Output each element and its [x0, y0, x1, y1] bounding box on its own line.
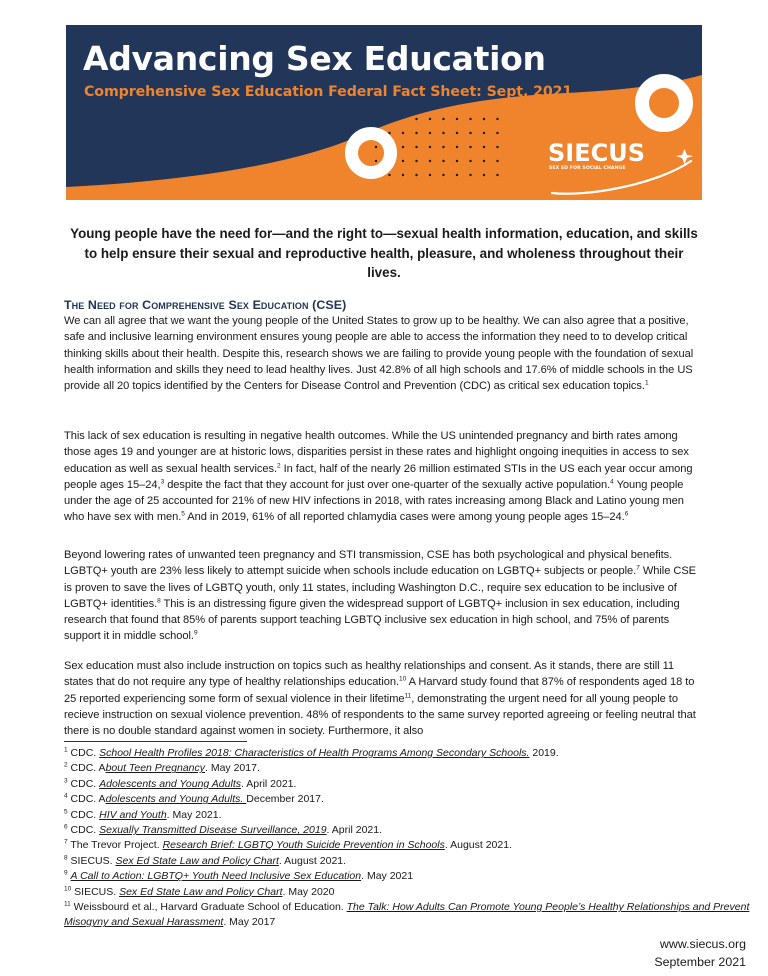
banner-dot [469, 132, 471, 134]
header-banner [66, 25, 702, 200]
banner-dot [469, 118, 471, 120]
footnote-link[interactable]: HIV and Youth [99, 808, 167, 821]
footnote-list [64, 746, 754, 931]
banner-dot [442, 132, 444, 134]
footnote-item: $^2$ CDC. About Teen Pregnancy. May 2017. [64, 761, 260, 775]
footnote-item: $^7$ The Trevor Project. Research Brief: LGBTQ Youth Suicide Prevention in Schools. August 2021. [64, 838, 512, 852]
body-paragraph: Beyond lowering rates of unwanted teen pregnancy and STI transmission, CSE has both psychological and physical benefits. LGBTQ+ youth are 23% less likely to attempt suicide when schools include education on LGBTQ+ subjects or people.$^7$ While CSE is proven to save the lives of LGBTQ youth, only 11 states, including Washington D.C., require sex education to be inclusive of LGBTQ+ identities.$^8$ This is an distressing figure given the widespread support of LGBTQ+ inclusion in sex education, including research that found that 85% of parents support teaching LGBTQ inclusive sex education in high school, and 75% of parents support it in middle school.$^9$ [64, 549, 697, 643]
footnote-link[interactable]: The Talk: How Adults Can Promote Young People’s Healthy Relationships and Prevent Misogyny and Sexual Harassment [64, 901, 750, 929]
banner-dot [402, 132, 404, 134]
banner-title: Advancing Sex Education [83, 39, 546, 78]
footnote-link[interactable]: Sex Ed State Law and Policy Chart [119, 885, 283, 898]
banner-dot [402, 160, 404, 162]
footnote-number: 11 [64, 900, 71, 908]
banner-dot [496, 146, 498, 148]
siecus-logo [546, 139, 696, 199]
banner-dot [456, 160, 458, 162]
footnote-link[interactable]: bout Teen Pregnancy [105, 762, 205, 775]
footnote-marker[interactable]: 6 [624, 510, 629, 518]
banner-dot [456, 132, 458, 134]
banner-dot [402, 174, 404, 176]
footnote-item: $^4$ CDC. Adolescents and Young Adults. December 2017. [64, 792, 324, 806]
footnote-marker[interactable]: 1 [644, 379, 649, 387]
banner-dot [415, 118, 417, 120]
banner-dot [483, 118, 485, 120]
footnote-number: 1 [64, 746, 68, 754]
banner-dot [456, 174, 458, 176]
footnote-separator [64, 741, 247, 742]
banner-dot [483, 160, 485, 162]
footnote-item: $^{10}$ SIECUS. Sex Ed State Law and Policy Chart. May 2020 [64, 885, 335, 898]
banner-dot [375, 146, 377, 148]
banner-dot [442, 118, 444, 120]
footnote-number: 3 [64, 777, 68, 785]
footnote-number: 2 [64, 761, 68, 769]
footnote-link[interactable]: Sex Ed State Law and Policy Chart [115, 854, 279, 867]
footnote-link[interactable]: dolescents and Young Adults. [105, 793, 247, 806]
banner-dot [415, 174, 417, 176]
footnote-item: $^9$ A Call to Action: LGBTQ+ Youth Need Inclusive Sex Education. May 2021 [64, 869, 414, 883]
banner-dot [415, 146, 417, 148]
footnote-link[interactable]: Research Brief: LGBTQ Youth Suicide Prevention in Schools [162, 839, 445, 852]
footnote-item: $^6$ CDC. Sexually Transmitted Disease Surveillance, 2019. April 2021. [64, 823, 382, 837]
banner-dot [429, 146, 431, 148]
logo-wordmark: SIECUS [548, 139, 645, 167]
footnote-item: $^8$ SIECUS. Sex Ed State Law and Policy Chart. August 2021. [64, 854, 347, 867]
banner-dot [442, 174, 444, 176]
footnote-item: $^3$ CDC. Adolescents and Young Adults. April 2021. [64, 777, 297, 790]
body-paragraph: Sex education must also include instruction on topics such as healthy relationships and consent. As it stands, there are still 11 states that do not require any type of healthy relationships education.$^{10}$ A Harvard study found that 87% of respondents aged 18 to 25 reported experiencing some form of sexual violence in their lifetime$^{11}$, demonstrating the urgent need for all young people to recieve instruction on sexual violence prevention. 48% of respondents to the same survey reported agreeing or feeling neutral that there is no double standard against women in society. Furthermore, it also [64, 660, 696, 738]
banner-dot [429, 132, 431, 134]
body-paragraph: We can all agree that we want the young people of the United States to grow up to be healthy. We can also agree that a positive, safe and inclusive learning environment ensures young people are able to access the information they need to to develop critical thinking skills about their health. Despite this, research shows we are failing to provide young people with the foundation of sexual health information and skills they need to lead healthy lives. Just 42.8% of all high schools and 17.6% of middle schools in the US provide all 20 topics identified by the Centers for Disease Control and Prevention (CDC) as critical sex education topics.$^1$ [64, 315, 694, 393]
footnote-marker[interactable]: 8 [157, 597, 161, 605]
banner-dot [469, 146, 471, 148]
footnote-marker[interactable]: 5 [181, 510, 185, 518]
footnote-link[interactable]: A Call to Action: LGBTQ+ Youth Need Inclusive Sex Education [70, 870, 362, 883]
footnote-link[interactable]: Adolescents and Young Adults [99, 777, 241, 790]
footnote-marker[interactable]: 4 [610, 478, 614, 486]
footnote-number: 7 [64, 838, 68, 846]
logo-tagline: SEX ED FOR SOCIAL CHANGE [549, 166, 626, 171]
footnote-marker[interactable]: 2 [277, 461, 281, 469]
intro-statement: Young people have the need for—and the right to—sexual health information, education, and skills to help ensure their sexual and reproductive health, pleasure, and wholeness throughout their lives. [70, 226, 698, 281]
footnote-marker[interactable]: 7 [636, 564, 640, 572]
banner-dot [496, 118, 498, 120]
banner-dot [483, 132, 485, 134]
footnote-marker[interactable]: 3 [160, 478, 165, 486]
banner-dot [469, 160, 471, 162]
footnote-link[interactable]: Sexually Transmitted Disease Surveillance, 2019 [99, 824, 327, 837]
footnote-marker[interactable]: 10 [399, 675, 407, 683]
banner-dot [469, 174, 471, 176]
footnote-number: 10 [64, 885, 72, 893]
footnote-number: 9 [64, 869, 68, 877]
banner-dot [496, 132, 498, 134]
footnote-number: 6 [64, 823, 68, 831]
banner-dot [456, 146, 458, 148]
footnote-marker[interactable]: 11 [404, 691, 412, 699]
footnote-number: 4 [64, 792, 68, 800]
footnote-item: $^{11}$ Weissbourd et al., Harvard Graduate School of Education. The Talk: How Adults Can Promote Young People’s Healthy Relationships and Prevent Misogyny and Sexual Harassment. May 2017 [64, 900, 750, 929]
body-paragraph: This lack of sex education is resulting in negative health outcomes. While the US unintended pregnancy and birth rates among those ages 19 and younger are at historic lows, disparities persist in these rates and highlight ongoing inequities in access to sex education as well as sexual health services.$^2$ In fact, half of the nearly 26 million estimated STIs in the US each year occur among people ages 15–24,$^3$ despite the fact that they account for just over one-quarter of the sexually active population.$^4$ Young people under the age of 25 accounted for 21% of new HIV infections in 2018, with rates increasing among Black and Latino young men who have sex with men.$^5$ And in 2019, 61% of all reported chlamydia cases were among young people ages 15–24.$^6$ [64, 430, 693, 524]
footnote-link[interactable]: School Health Profiles 2018: Characteristics of Health Programs Among Secondary Schools. [99, 747, 530, 759]
banner-subtitle: Comprehensive Sex Education Federal Fact Sheet: Sept. 2021 [84, 84, 573, 100]
section-heading: The Need for Comprehensive Sex Education (CSE) [64, 298, 347, 312]
footnote-number: 5 [64, 808, 68, 816]
banner-dot [375, 160, 377, 162]
banner-dot [415, 160, 417, 162]
footer-date: September 2021 [654, 955, 746, 969]
banner-dot [496, 174, 498, 176]
banner-dot [429, 118, 431, 120]
banner-dot [483, 174, 485, 176]
footnote-item: $^1$ CDC. School Health Profiles 2018: Characteristics of Health Programs Among Secondary Schools. 2019. [64, 746, 559, 759]
page-footer [654, 935, 746, 971]
banner-dot [429, 174, 431, 176]
banner-dot [402, 146, 404, 148]
banner-dot [483, 146, 485, 148]
banner-dot [496, 160, 498, 162]
footnote-marker[interactable]: 9 [193, 629, 198, 637]
banner-dot [442, 160, 444, 162]
banner-dot [456, 118, 458, 120]
banner-dot [388, 174, 390, 176]
banner-dot [442, 146, 444, 148]
banner-dot [415, 132, 417, 134]
footnote-number: 8 [64, 854, 68, 862]
footnote-item: $^5$ CDC. HIV and Youth. May 2021. [64, 808, 222, 821]
banner-dot [429, 160, 431, 162]
footer-website[interactable]: www.siecus.org [659, 937, 746, 951]
banner-dot [388, 132, 390, 134]
